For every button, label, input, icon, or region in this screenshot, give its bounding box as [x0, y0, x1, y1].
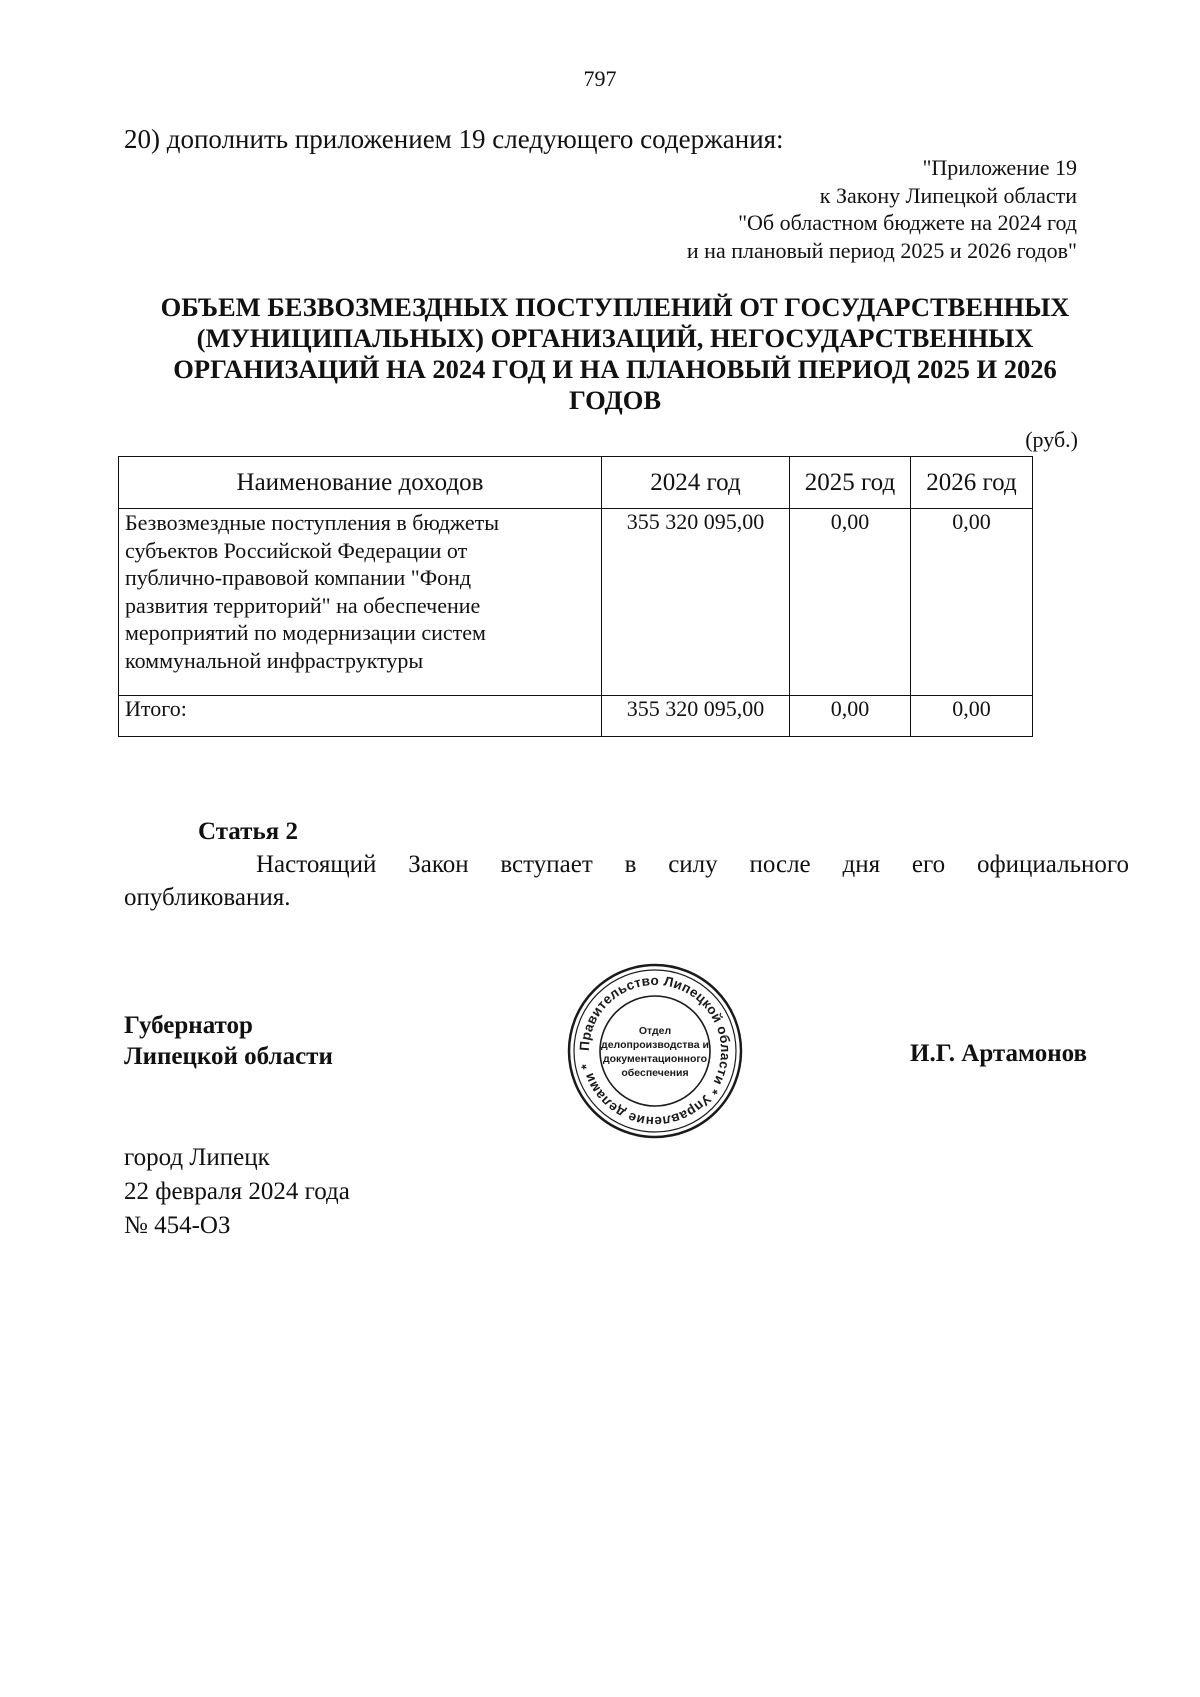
table-total-row: [119, 696, 1033, 737]
date-line: 22 февраля 2024 года: [124, 1178, 350, 1205]
position-line: Липецкой области: [124, 1043, 333, 1070]
appendix-line: "Об областном бюджете на 2024 год: [738, 210, 1077, 235]
stamp-outer-ring: [569, 965, 741, 1137]
official-stamp: [566, 962, 744, 1140]
stamp-center-line: Отдел: [638, 1025, 672, 1037]
total-2025-cell: 0,00: [790, 696, 911, 737]
signatory-name: И.Г. Артамонов: [910, 1040, 1087, 1067]
revenue-name-line: коммунальной инфраструктуры: [125, 647, 424, 673]
stamp-inner-ring: [600, 996, 710, 1106]
stamp-center-line: документационного: [602, 1053, 708, 1065]
revenue-name-line: мероприятий по модернизации систем: [125, 620, 486, 645]
column-header-2026: 2026 год: [911, 457, 1033, 509]
title-line: ГОДОВ: [568, 385, 661, 415]
appendix-line: к Закону Липецкой области: [819, 182, 1077, 208]
article-text: [124, 848, 1129, 914]
column-header-2025: 2025 год: [790, 457, 911, 509]
page-number: 797: [583, 66, 617, 91]
amount-2025-cell: 0,00: [790, 509, 911, 696]
law-number-line: № 454-ОЗ: [124, 1212, 231, 1239]
revenue-name-line: субъектов Российской Федерации от: [125, 537, 468, 563]
amendment-item-text: 20) дополнить приложением 19 следующего содержания:: [124, 124, 784, 154]
column-header-2024: 2024 год: [602, 457, 790, 509]
city-line: город Липецк: [124, 1144, 270, 1171]
total-2026-cell: 0,00: [911, 696, 1033, 737]
title-line: (МУНИЦИПАЛЬНЫХ) ОРГАНИЗАЦИЙ, НЕГОСУДАРСТВЕННЫХ: [196, 323, 1034, 353]
total-2024-cell: 355 320 095,00: [602, 696, 790, 737]
place-date-number: [124, 1141, 350, 1243]
signatory-position: [124, 1010, 333, 1072]
revenue-name-line: Безвозмездные поступления в бюджеты: [125, 510, 499, 535]
title-line: ОБЪЕМ БЕЗВОЗМЕЗДНЫХ ПОСТУПЛЕНИЙ ОТ ГОСУДАРСТВЕННЫХ: [160, 292, 1070, 322]
total-label-cell: Итого:: [119, 696, 602, 737]
revenue-name-cell: [119, 509, 602, 696]
revenue-name-line: развития территорий" на обеспечение: [125, 592, 481, 618]
amount-2024-cell: 355 320 095,00: [602, 509, 790, 696]
amount-2026-cell: 0,00: [911, 509, 1033, 696]
currency-unit: (руб.): [1025, 427, 1078, 452]
title-line: ОРГАНИЗАЦИЙ НА 2024 ГОД И НА ПЛАНОВЫЙ ПЕРИОД 2025 И 2026: [173, 354, 1057, 384]
table-header-row: [119, 457, 1033, 509]
revenue-table: [118, 456, 1033, 737]
position-line: Губернатор: [124, 1012, 253, 1039]
appendix-line: "Приложение 19: [922, 155, 1077, 180]
column-header-name: Наименование доходов: [119, 457, 602, 509]
stamp-outer-ring: [574, 970, 736, 1132]
article-text-line: опубликования.: [124, 884, 291, 911]
stamp-center-line: делопроизводства и: [601, 1039, 709, 1051]
article-text-line: Настоящий Закон вступает в силу после дня его официального: [256, 851, 1129, 878]
stamp-center-line: обеспечения: [621, 1067, 689, 1079]
revenue-name-line: публично-правовой компании "Фонд: [125, 565, 472, 590]
appendix-line: и на плановый период 2025 и 2026 годов": [686, 237, 1077, 263]
document-title: [110, 292, 1120, 416]
appendix-reference: [687, 154, 1077, 264]
table-row: [119, 509, 1033, 696]
stamp-outer-text: Правительство Липецкой области * Управление делами *: [576, 972, 734, 1130]
article-heading: Статья 2: [198, 818, 298, 845]
